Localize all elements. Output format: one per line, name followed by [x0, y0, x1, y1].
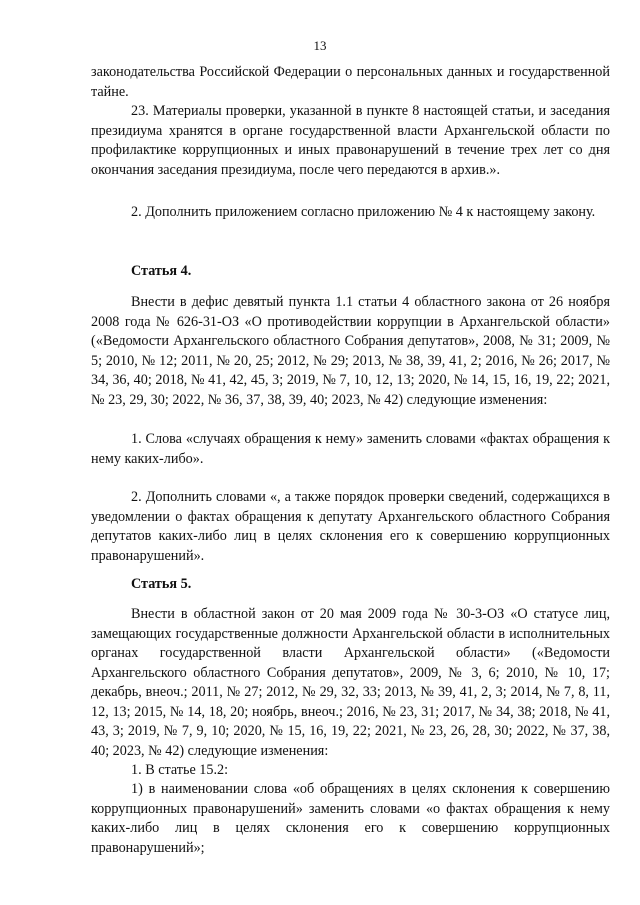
- paragraph-continuation: [91, 63, 610, 102]
- paragraph-text: законодательства Российской Федерации о персональных данных и государственной тайне.: [91, 64, 610, 100]
- paragraph-item-2: [91, 203, 610, 223]
- page-number: 13: [313, 38, 327, 53]
- paragraph-text: 1. В статье 15.2:: [131, 762, 229, 778]
- article-4-intro: [91, 293, 610, 410]
- paragraph-text: Внести в дефис девятый пункта 1.1 статьи 4 областного закона от 26 ноября 2008 года № 626-31-ОЗ «О противодействии коррупции в Архангельской области» («Ведомости Архангельского областного Собрания депутатов», 2008, № 31; 2009, № 5; 2010, № 12; 2011, № 20, 25; 2012, № 29; 2013, № 38, 39, 41, 2; 2016, № 26; 2017, № 34, 36, 40; 2018, № 41, 42, 45, 3; 2019, № 7, 10, 12, 13; 2020, № 14, 15, 16, 19, 22; 2021, № 23, 29, 30; 2022, № 36, 37, 38, 39, 40; 2023, № 42) следующие изменения:: [91, 294, 610, 408]
- article-4-item-2: [91, 488, 610, 566]
- article-5-heading: Статья 5.: [131, 576, 192, 592]
- paragraph-item-23: [91, 102, 610, 180]
- paragraph-text: 23. Материалы проверки, указанной в пункте 8 настоящей статьи, и заседания президиума хранятся в органе государственной власти Архангельской области по профилактике коррупционных и иных правонарушений в течение трех лет со дня окончания заседания президиума, после чего передаются в архив.».: [91, 103, 610, 178]
- article-5-subitem-1: [91, 780, 610, 858]
- article-5-intro: [91, 605, 610, 761]
- paragraph-text: 2. Дополнить словами «, а также порядок проверки сведений, содержащихся в уведомлении о фактах обращения к депутату Архангельского областного Собрания депутатов каких-либо лиц в целях склонения его к совершению коррупционных правонарушений».: [91, 489, 610, 564]
- article-4-item-1: [91, 430, 610, 469]
- paragraph-text: 2. Дополнить приложением согласно приложению № 4 к настоящему закону.: [131, 204, 596, 220]
- paragraph-text: 1. Слова «случаях обращения к нему» заменить словами «фактах обращения к нему каких-либо».: [91, 431, 610, 467]
- article-5-item-1: [91, 761, 610, 781]
- paragraph-text: Внести в областной закон от 20 мая 2009 года № 30-3-ОЗ «О статусе лиц, замещающих государственные должности Архангельской области в исполнительных органах государственной власти Архангельской области» («Ведомости Архангельского областного Собрания депутатов», 2009, № 3, 6; 2010, № 10, 17; декабрь, внеоч.; 2011, № 27; 2012, № 29, 32, 33; 2013, № 39, 41, 2, 3; 2014, № 7, 8, 11, 12, 13; 2015, № 14, 18, 20; ноябрь, внеоч.; 2016, № 23, 31; 2017, № 34, 38; 2018, № 41, 43, 3; 2019, № 7, 9, 10; 2020, № 15, 16, 19, 22; 2021, № 23, 26, 28, 30; 2022, № 37, 38, 40; 2023, № 42) следующие изменения:: [91, 606, 610, 759]
- paragraph-text: 1) в наименовании слова «об обращениях в целях склонения к совершению коррупционных правонарушений» заменить словами «о фактах обращения к нему каких-либо лиц в целях склонения его к совершению коррупционных правонарушений»;: [91, 781, 610, 856]
- article-4-heading: Статья 4.: [131, 263, 192, 279]
